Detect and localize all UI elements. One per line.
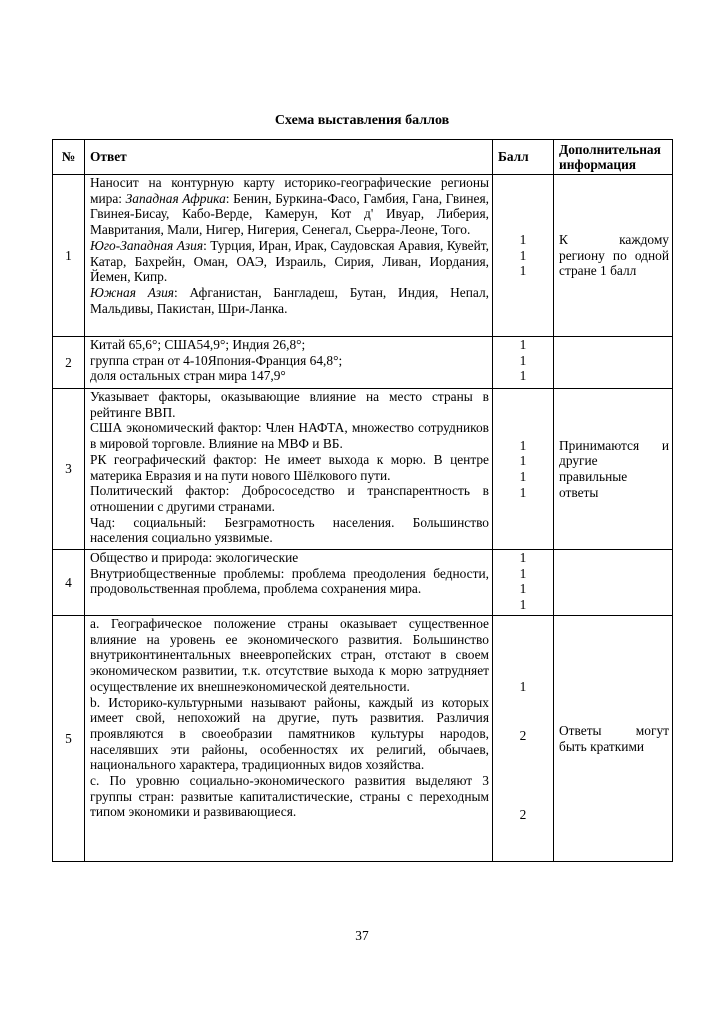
- answer-text: c. По уровню социально-экономического развития выделяют 3 группы стран: развитые капиталистические, страны с переходным типом экономики и развивающиеся.: [90, 773, 489, 820]
- answer-text: Внутриобщественные проблемы: проблема преодоления бедности, продовольственная проблема, проблема сохранения мира.: [90, 565, 489, 597]
- table-row: [53, 616, 673, 862]
- header-info-line1: Дополнительная: [559, 142, 661, 157]
- score-cell: [493, 175, 554, 337]
- info-text: Принимаются и: [559, 437, 669, 453]
- row-number: 2: [53, 337, 85, 389]
- answer-text: Общество и природа: экологические: [90, 550, 299, 565]
- info-cell: [554, 550, 673, 616]
- info-cell: [554, 389, 673, 550]
- score-value: 1: [519, 453, 527, 469]
- info-text: правильные: [559, 469, 628, 484]
- answer-text: РК географический фактор: Не имеет выхода к морю. В центре материка Евразия и на пути нового Шёлкового пути.: [90, 451, 489, 483]
- info-text: другие: [559, 453, 598, 469]
- scoring-table: [52, 139, 673, 862]
- info-text: К каждому: [559, 231, 669, 247]
- page-number: 37: [355, 928, 369, 943]
- info-text: Ответы могут: [559, 722, 669, 738]
- header-answer: Ответ: [85, 140, 493, 175]
- header-info-line2: информация: [559, 157, 637, 172]
- info-cell: [554, 175, 673, 337]
- table-row: [53, 337, 673, 389]
- table-row: [53, 175, 673, 337]
- answer-text: Китай 65,6°; США54,9°; Индия 26,8°;: [90, 337, 306, 352]
- row-number: 1: [53, 175, 85, 337]
- page-title: Схема выставления баллов: [274, 113, 450, 128]
- info-text: быть краткими: [559, 738, 645, 754]
- answer-text: : Бенин, Буркина-Фасо, Гамбия, Гана, Гвинея, Гвинея-Бисау, Кабо-Верде, Камерун, Кот д' Ивуар, Либерия, Мавритания, Мали, Нигер, Нигерия, Сенегал, Сьерра-Леоне, Того.: [90, 190, 490, 238]
- answer-text: доля остальных стран мира 147,9°: [90, 368, 286, 384]
- score-value: 1: [519, 263, 527, 279]
- score-value: 2: [519, 807, 527, 822]
- score-value: 1: [519, 484, 527, 500]
- score-value: 1: [519, 469, 527, 484]
- info-text: региону по одной: [559, 247, 669, 263]
- header-score: Балл: [493, 140, 554, 175]
- score-value: 1: [519, 352, 527, 368]
- answer-text: : Афганистан, Бангладеш, Бутан, Индия, Непал, Мальдивы, Пакистан, Шри-Ланка.: [90, 284, 489, 316]
- score-value: 1: [519, 550, 527, 565]
- score-cell: [493, 389, 554, 550]
- row-number: 3: [53, 389, 85, 550]
- region-name: Западная Африка: [125, 190, 226, 206]
- info-text: стране 1 балл: [559, 263, 637, 279]
- score-value: 1: [519, 337, 527, 352]
- answer-text: Чад: социальный: Безграмотность населения. Большинство населения социально уязвимые.: [90, 514, 489, 546]
- answer-text: США экономический фактор: Член НАФТА, множество сотрудников в мировой торговле. Влияние на МВФ и ВБ.: [90, 420, 489, 452]
- answer-text: : Турция, Иран, Ирак, Саудовская Аравия, Кувейт, Катар, Бахрейн, Оман, ОАЭ, Израиль, Сирия, Ливан, Иордания, Йемен, Кипр.: [90, 237, 489, 285]
- score-value: 1: [519, 679, 527, 694]
- answer-cell: [85, 337, 493, 389]
- answer-text: группа стран от 4-10Япония-Франция 64,8°;: [90, 352, 343, 368]
- score-value: 1: [519, 597, 527, 613]
- info-cell: [554, 337, 673, 389]
- score-cell: [493, 550, 554, 616]
- table-header-row: [53, 140, 673, 175]
- score-value: 2: [519, 728, 527, 743]
- header-info: [554, 140, 673, 175]
- answer-cell: [85, 550, 493, 616]
- answer-text: b. Историко-культурными называют районы, каждый из которых имеет свой, непохожий на другие, путь развития. Различия проявляются в своеобразии памятников культуры народов, населявших эти районы, особенностях их религий, обычаев, национального характера, традиционных видов хозяйства.: [90, 694, 489, 773]
- header-num: №: [53, 140, 85, 175]
- answer-text: Политический фактор: Добрососедство и транспарентность в отношении с другими странами.: [90, 483, 489, 514]
- score-value: 1: [519, 368, 527, 384]
- score-cell: [493, 337, 554, 389]
- score-value: 1: [519, 581, 527, 597]
- score-cell: [493, 616, 554, 862]
- table-row: [53, 389, 673, 550]
- row-number: 5: [53, 616, 85, 862]
- answer-text: a. Географическое положение страны оказывает существенное влияние на уровень ее экономического развития. Большинство внутриконтинентальных внеевропейских стран, отстают в своем экономическом развитии, т.к. отсутствие выхода к морю затрудняет осуществление их внешнеэкономической деятельности.: [90, 616, 489, 694]
- region-name: Южная Азия: [90, 284, 175, 300]
- answer-cell: [85, 175, 493, 337]
- region-name: Юго-Западная Азия: [90, 237, 204, 253]
- table-row: [53, 550, 673, 616]
- info-text: ответы: [559, 484, 599, 500]
- answer-cell: [85, 389, 493, 550]
- answer-text: Указывает факторы, оказывающие влияние на место страны в рейтинге ВВП.: [90, 389, 489, 420]
- score-value: 1: [519, 247, 527, 263]
- info-cell: [554, 616, 673, 862]
- score-value: 1: [519, 565, 527, 581]
- score-value: 1: [519, 231, 527, 247]
- answer-text: Наносит на контурную карту историко-географические регионы мира:: [90, 175, 489, 206]
- row-number: 4: [53, 550, 85, 616]
- answer-cell: [85, 616, 493, 862]
- score-value: 1: [519, 437, 527, 453]
